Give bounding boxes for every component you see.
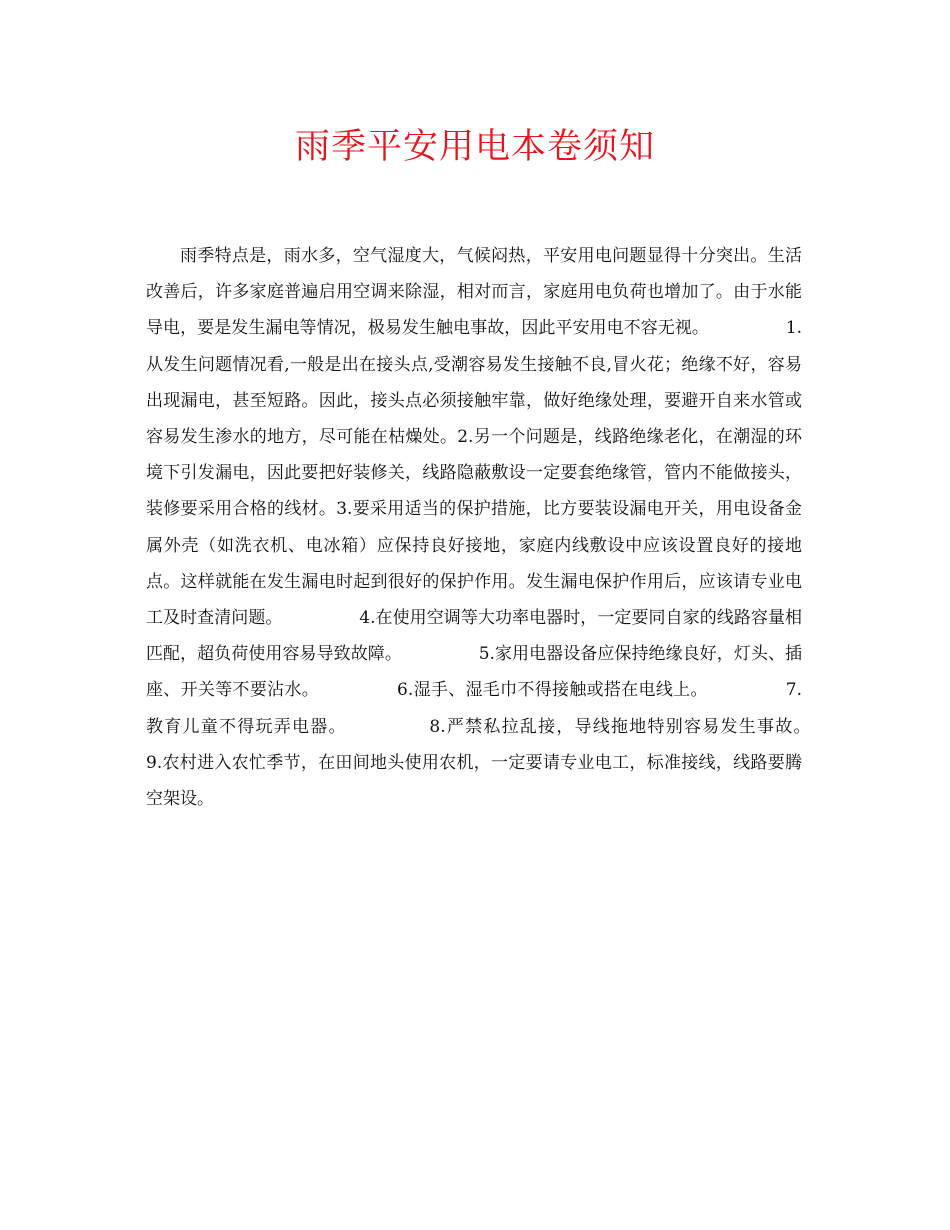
document-body-paragraph: 雨季特点是，雨水多，空气湿度大，气候闷热，平安用电问题显得十分突出。生活改善后，许多家庭普遍启用空调来除湿，相对而言，家庭用电负荷也增加了。由于水能导电，要是发生漏电等情况，极易发生触电事故，因此平安用电不容无视。 1.从发生问题情况看,一般是出在接头点,受潮容易发生接触不良,冒火花；绝缘不好，容易出现漏电，甚至短路。因此，接头点必须接触牢靠，做好绝缘处理，要避开自来水管或容易发生渗水的地方，尽可能在枯燥处。2.另一个问题是，线路绝缘老化，在潮湿的环境下引发漏电，因此要把好装修关，线路隐蔽敷设一定要套绝缘管，管内不能做接头，装修要采用合格的线材。3.要采用适当的保护措施，比方要装设漏电开关，用电设备金属外壳（如洗衣机、电冰箱）应保持良好接地，家庭内线敷设中应该设置良好的接地点。这样就能在发生漏电时起到很好的保护作用。发生漏电保护作用后，应该请专业电工及时查清问题。 4.在使用空调等大功率电器时，一定要同自家的线路容量相匹配，超负荷使用容易导致故障。 5.家用电器设备应保持绝缘良好，灯头、插座、开关等不要沾水。 6.湿手、湿毛巾不得接触或搭在电线上。 7.教育儿童不得玩弄电器。 8.严禁私拉乱接，导线拖地特别容易发生事故。 9.农村进入农忙季节，在田间地头使用农机，一定要请专业电工，标准接线，线路要腾空架设。 (146, 246, 887, 810)
document-title: 雨季平安用电本卷须知 (294, 127, 655, 167)
